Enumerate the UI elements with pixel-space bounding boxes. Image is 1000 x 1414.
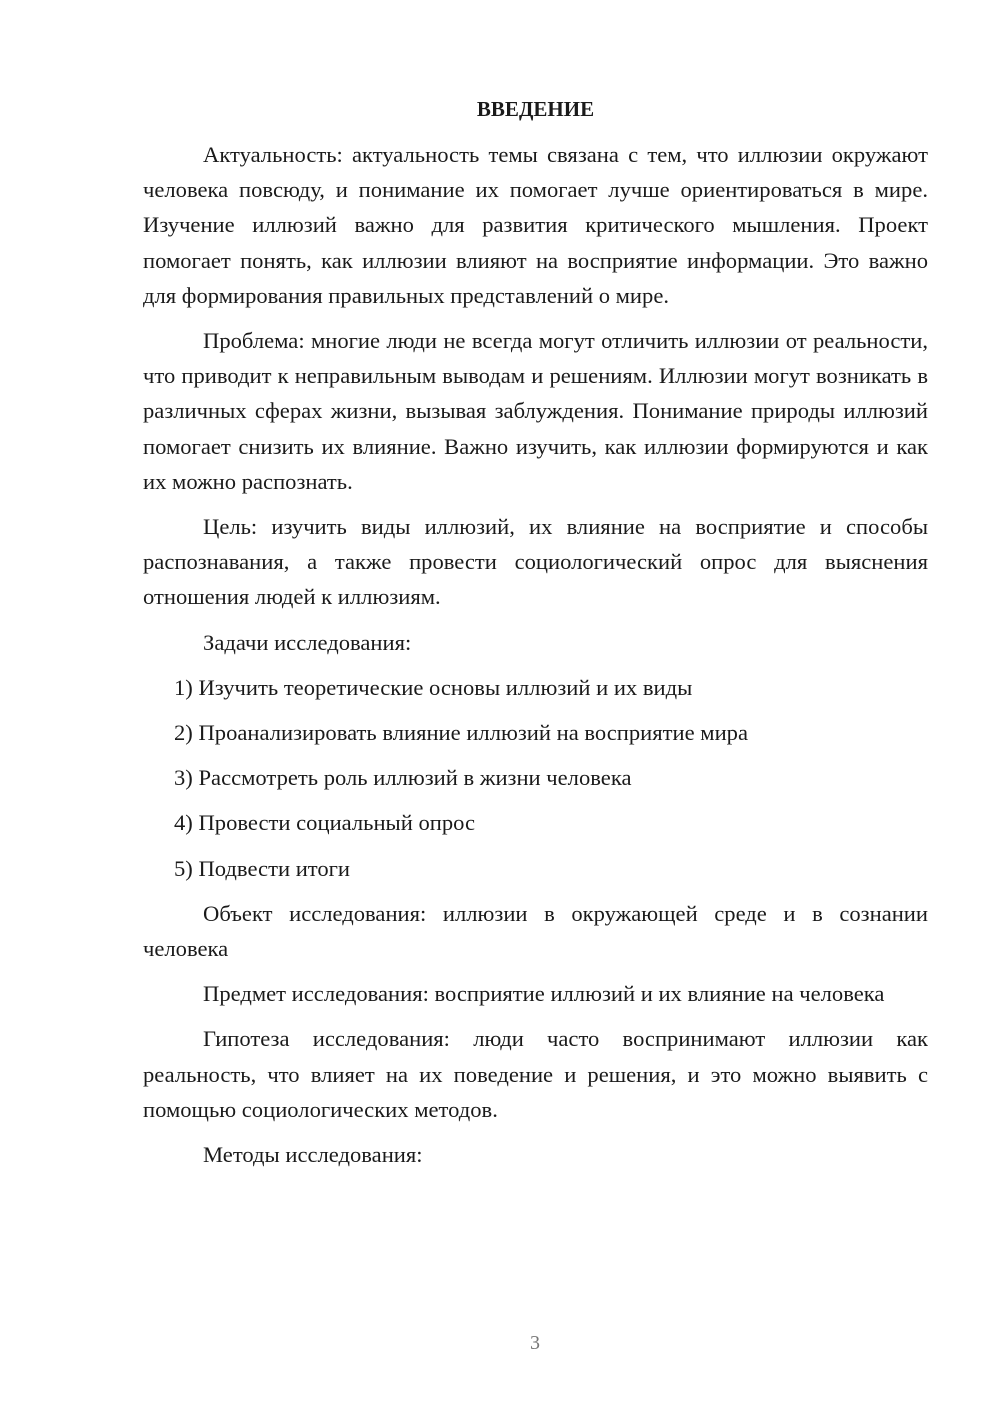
- task-item-1: 1) Изучить теоретические основы иллюзий и их виды: [174, 674, 693, 700]
- tasks-title: Задачи исследования:: [203, 629, 412, 655]
- document-page: [143, 92, 928, 1182]
- object-paragraph: Объект исследования: иллюзии в окружающей среде и в сознании человека: [143, 900, 928, 962]
- page-number: 3: [530, 1332, 540, 1354]
- section-heading: ВВЕДЕНИЕ: [476, 97, 595, 121]
- task-item-5: 5) Подвести итоги: [174, 855, 351, 881]
- subject-paragraph: Предмет исследования: восприятие иллюзий и их влияние на человека: [203, 981, 885, 1007]
- hypothesis-paragraph: Гипотеза исследования: люди часто воспринимают иллюзии как реальность, что влияет на их поведение и решения, и это можно выявить с помощью социологических методов.: [143, 1026, 928, 1122]
- goal-paragraph: Цель: изучить виды иллюзий, их влияние на восприятие и способы распознавания, а также провести социологический опрос для выяснения отношения людей к иллюзиям.: [143, 514, 928, 610]
- tasks-list: [143, 670, 928, 886]
- task-item-2: 2) Проанализировать влияние иллюзий на восприятие мира: [174, 720, 749, 746]
- problem-paragraph: Проблема: многие люди не всегда могут отличить иллюзии от реальности, что приводит к неправильным выводам и решениям. Иллюзии могут возникать в различных сферах жизни, вызывая заблуждения. Понимание природы иллюзий помогает снизить их влияние. Важно изучить, как иллюзии формируются и как их можно распознать.: [143, 328, 928, 494]
- relevance-paragraph: Актуальность: актуальность темы связана с тем, что иллюзии окружают человека повсюду, и понимание их помогает лучше ориентироваться в мире. Изучение иллюзий важно для развития критического мышления. Проект помогает понять, как иллюзии влияют на восприятие информации. Это важно для формирования правильных представлений о мире.: [143, 142, 928, 308]
- task-item-3: 3) Рассмотреть роль иллюзий в жизни человека: [174, 765, 632, 791]
- task-item-4: 4) Провести социальный опрос: [174, 810, 476, 836]
- methods-title: Методы исследования:: [203, 1142, 423, 1168]
